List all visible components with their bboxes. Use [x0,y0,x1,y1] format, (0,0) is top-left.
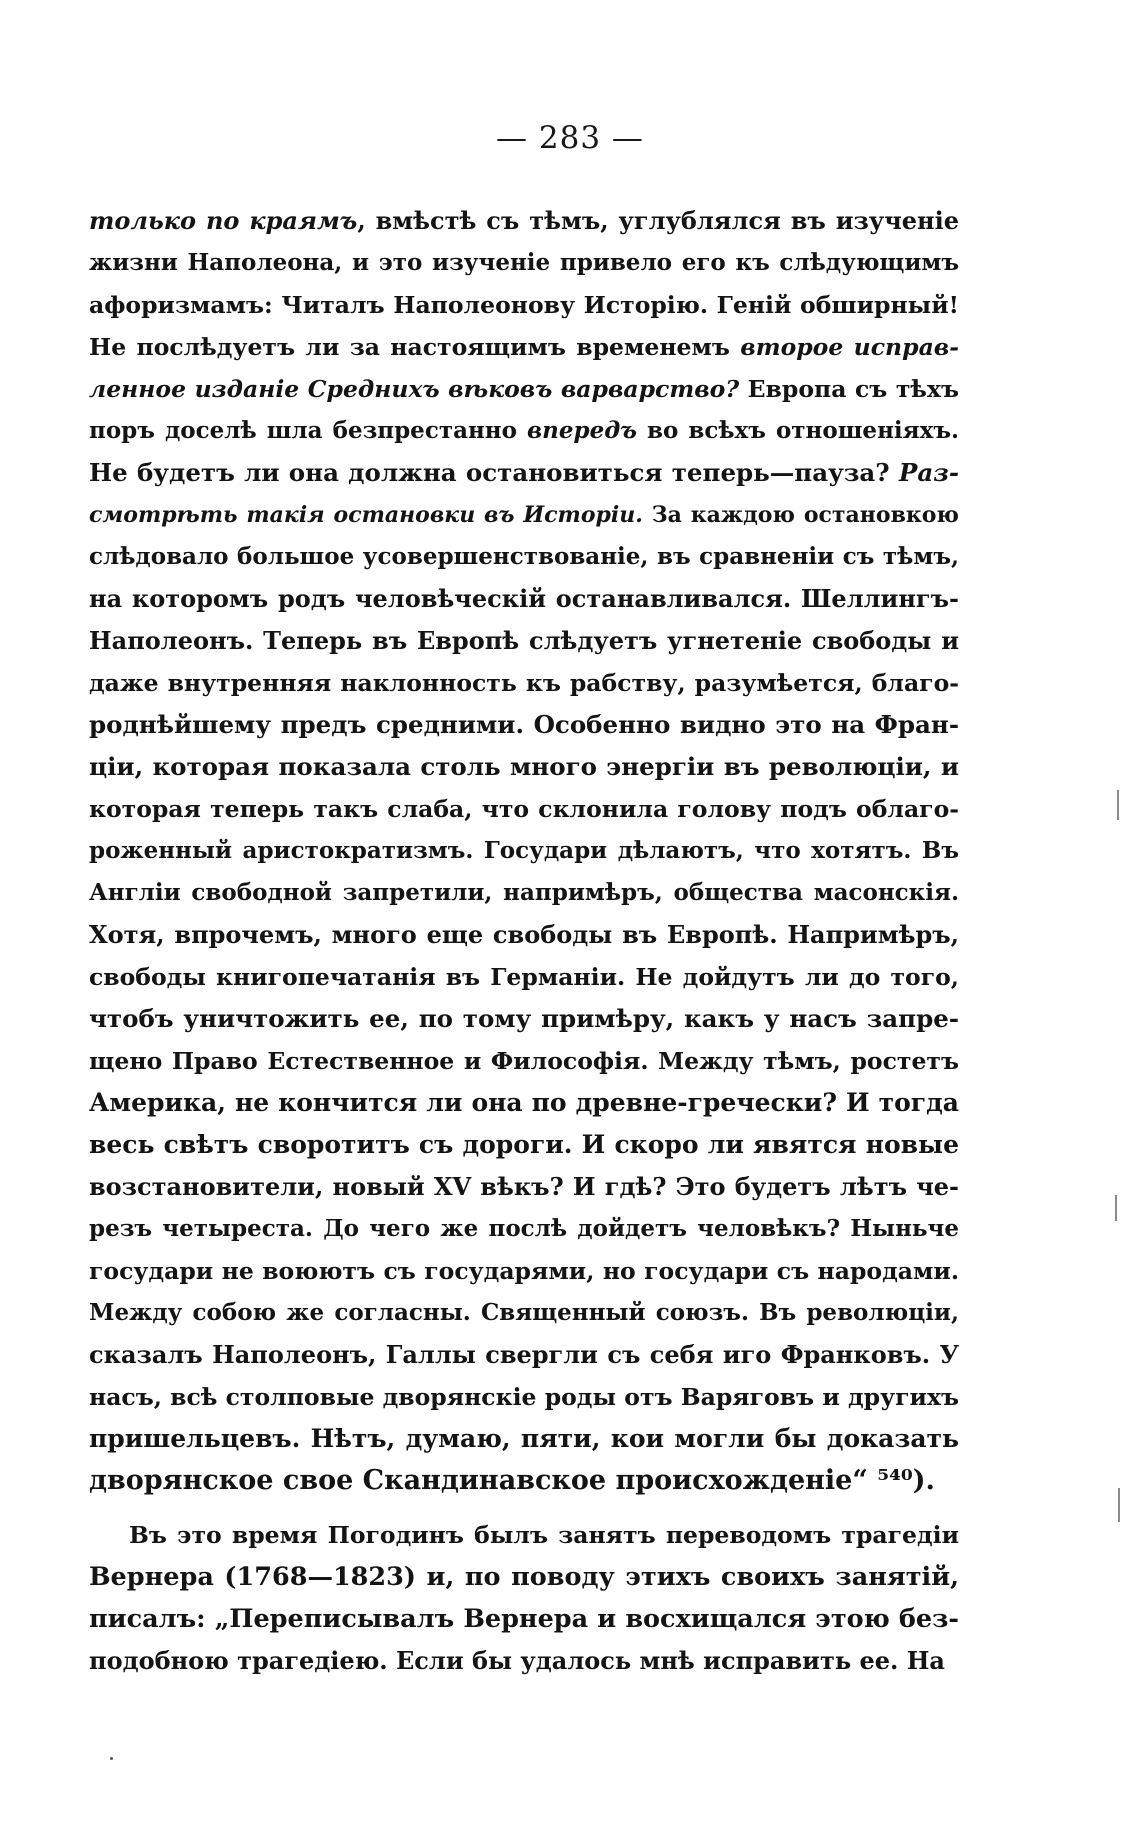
text-line [89,914,959,956]
text-line [89,200,959,242]
text-line [89,536,959,578]
text-line [89,1514,959,1556]
text-run: , вмѣстѣ съ тѣмъ, углублялся въ изученіе [357,206,959,235]
text-run: сказалъ Наполеонъ, Галлы свергли съ себя иго Франковъ. У [89,1340,959,1369]
text-line [89,620,959,662]
text-run: даже внутренняя наклонность къ рабству, разумѣется, благо- [89,669,959,697]
text-run: слѣдовало большое усовершенствованіе, въ сравненіи съ тѣмъ, [89,543,959,570]
text-run: Между собою же согласны. Священный союзъ. Въ революціи, [89,1299,959,1326]
italic-phrase: впередъ [527,417,637,444]
text-run: роднѣйшему предъ средними. Особенно видно это на Фран- [89,710,959,739]
text-line [89,1166,959,1208]
page-number: — 283 — [496,120,644,156]
text-line [89,284,959,326]
text-run: Европа съ тѣхъ [739,375,959,403]
text-line [89,872,959,914]
text-run: чтобъ уничтожить ее, по тому примѣру, какъ у насъ запре- [89,1004,959,1033]
text-line [89,1082,959,1124]
text-run: весь свѣтъ своротитъ съ дороги. И скоро ли явятся новые [89,1130,959,1159]
text-run: За каждою остановкою [642,502,959,528]
text-line [89,578,959,620]
scan-speck [110,1757,113,1760]
text-line [89,704,959,746]
text-run: ціи, которая показала столь много энергіи въ революціи, и [89,752,959,781]
text-line [89,1124,959,1166]
text-run: на которомъ родъ человѣческій останавливался. Шеллингъ- [89,584,959,613]
text-line [89,1556,959,1598]
text-line [89,1040,959,1082]
text-run: насъ, всѣ столповые дворянскіе роды отъ Варяговъ и другихъ [89,1383,959,1411]
italic-phrase: ленное изданіе Среднихъ вѣковъ варварство? [89,375,740,403]
text-run: писалъ: „Переписывалъ Вернера и восхищался этою без- [89,1604,959,1634]
italic-phrase: Раз- [898,458,959,487]
paragraph-gap [89,1502,959,1514]
text-line [89,746,959,788]
text-run: Америка, не кончится ли она по древне-гречески? И тогда [89,1088,959,1117]
text-line [89,998,959,1040]
text-line [89,1208,959,1250]
text-run: Не послѣдуетъ ли за настоящимъ временемъ [89,333,741,361]
text-line [89,1376,959,1418]
scan-margin-mark [1115,1195,1117,1221]
text-line [89,1334,959,1376]
italic-phrase: второе исправ- [740,333,959,361]
text-run: дворянское свое Скандинавское происхожденіе“ ⁵⁴⁰). [89,1465,935,1496]
text-run: роженный аристократизмъ. Государи дѣлаютъ, что хотятъ. Въ [89,837,959,864]
scan-margin-mark [1117,790,1119,820]
text-line [89,1292,959,1334]
text-run: подобною трагедіею. Если бы удалось мнѣ исправить ее. На [89,1646,945,1675]
text-run: возстановители, новый XV вѣкъ? И гдѣ? Это будетъ лѣтъ че- [89,1172,959,1201]
text-line [89,1598,959,1640]
text-line [89,410,959,452]
text-line [89,452,959,494]
text-run: Наполеонъ. Теперь въ Европѣ слѣдуетъ угнетеніе свободы и [89,626,959,655]
text-line [89,1640,959,1682]
text-line [89,830,959,872]
text-line [89,1460,959,1502]
text-run: жизни Наполеона, и это изученіе привело его къ слѣдующимъ [89,249,959,276]
text-run: поръ доселѣ шла безпрестанно [89,417,528,444]
text-line [89,662,959,704]
text-line [89,1250,959,1292]
italic-phrase: только по краямъ [89,206,358,235]
text-line [89,1418,959,1460]
text-run: Англіи свободной запретили, напримѣръ, общества масонскія. [89,879,959,906]
italic-phrase: смотрѣть такія остановки въ Исторіи. [89,502,643,528]
text-run: Хотя, впрочемъ, много еще свободы въ Европѣ. Напримѣръ, [89,920,959,949]
text-run: свободы книгопечатанія въ Германіи. Не дойдутъ ли до того, [89,963,959,991]
text-run: пришельцевъ. Нѣтъ, думаю, пяти, кои могли бы доказать [89,1424,959,1453]
text-line [89,788,959,830]
scan-margin-mark [1118,1488,1120,1522]
body-text [89,200,959,1682]
text-run: государи не воюютъ съ государями, но государи съ народами. [89,1257,959,1285]
text-run: Вернера (1768—1823) и, по поводу этихъ своихъ занятій, [89,1562,959,1592]
text-run: Въ это время Погодинъ былъ занятъ переводомъ трагедіи [129,1521,959,1549]
text-line [89,326,959,368]
text-line [89,368,959,410]
text-line [89,494,959,536]
text-run: щено Право Естественное и Философія. Между тѣмъ, ростетъ [89,1047,959,1075]
text-line [89,242,959,284]
text-run: во всѣхъ отношеніяхъ. [636,417,959,444]
text-run: Не будетъ ли она должна остановиться теперь—пауза? [89,458,899,487]
text-run: которая теперь такъ слаба, что склонила голову подъ облаго- [89,795,959,823]
text-run: резъ четыреста. До чего же послѣ дойдетъ человѣкъ? Ныньче [89,1215,959,1242]
text-line [89,956,959,998]
text-run: афоризмамъ: Читалъ Наполеонову Исторію. Геній обширный! [89,291,959,319]
